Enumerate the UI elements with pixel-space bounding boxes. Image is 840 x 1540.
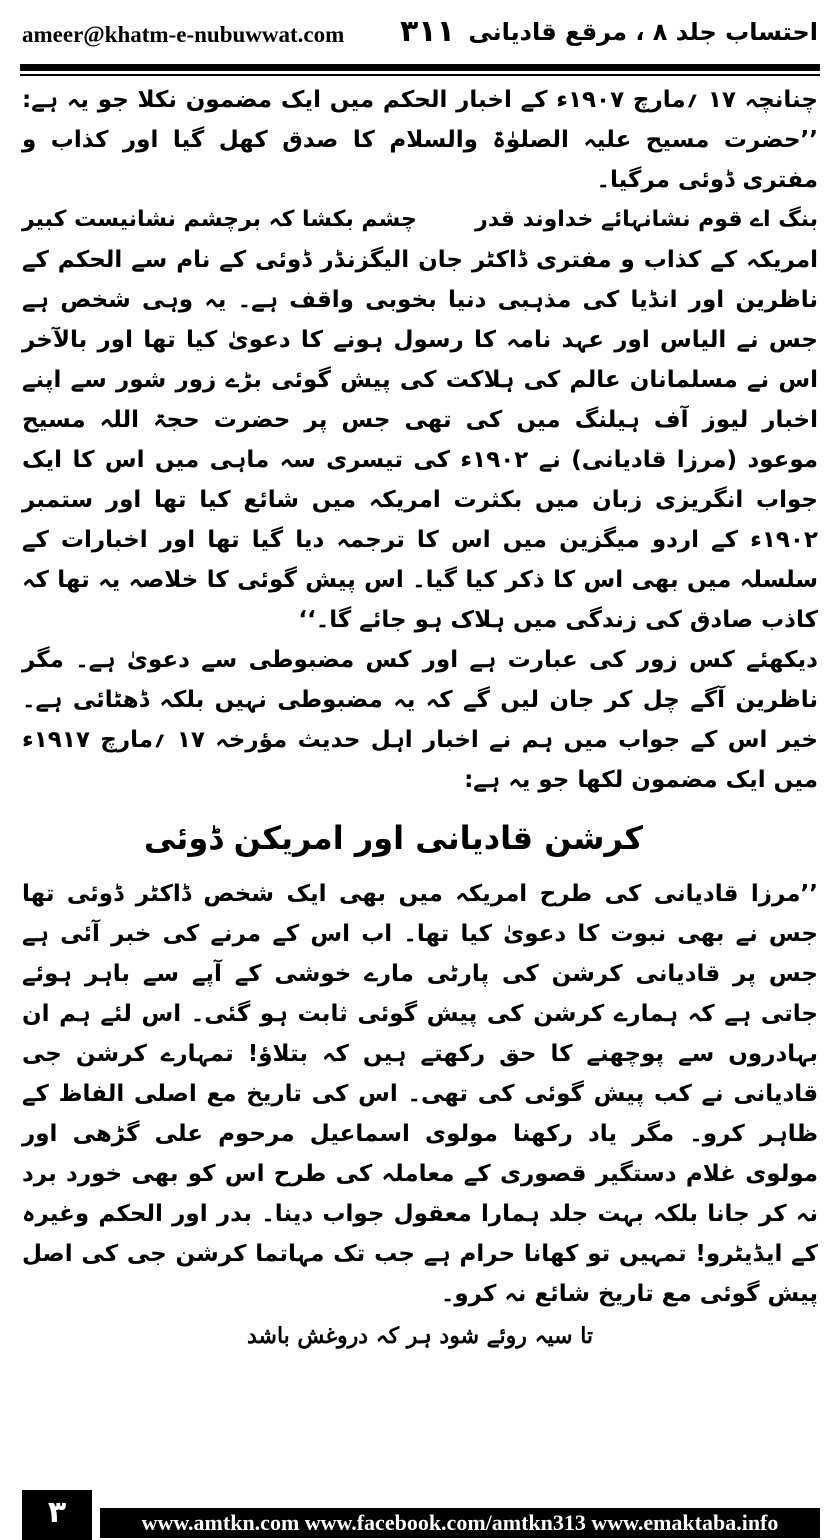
paragraph-2: امریکہ کے کذاب و مفتری ڈاکٹر جان الیگزنڈر ڈوئی کے نام سے الحکم کے ناظرین اور انڈیا کی مذہبی دنیا بخوبی واقف ہے۔ یہ وہی شخص ہے جس نے الیاس اور عہد نامہ کا رسول ہونے کا دعویٰ کیا تھا اور بالآخر اس نے مسلمانان عالم کی ہلاکت کی پیش گوئی بڑے زور شور سے اپنے اخبار لیوز آف ہیلنگ میں کی تھی جس پر حضرت حجۃ اللہ مسیح موعود (مرزا قادیانی) نے ۱۹۰۲ء کی تیسری سہ ماہی میں اس کا ایک جواب انگریزی زبان میں بکثرت امریکہ میں شائع کیا تھا اور ستمبر ۱۹۰۲ء کے اردو میگزین میں اس کا ترجمہ دیا گیا تھا اور اخبارات کے سلسلہ میں بھی اس کا ذکر کیا گیا۔ اس پیش گوئی کا خلاصہ یہ تھا کہ کاذب صادق کی زندگی میں ہلاک ہو جائے گا۔‘‘	[22, 247, 818, 633]
section-heading: کرشن قادیانی اور امریکن ڈوئی	[143, 819, 643, 857]
paragraph-3: دیکھئے کس زور کی عبارت ہے اور کس مضبوطی سے دعویٰ ہے۔ مگر ناظرین آگے چل کر جان لیں گے کہ یہ مضبوطی نہیں بلکہ ڈھٹائی ہے۔ خیر اس کے جواب میں ہم نے اخبار اہل حدیث مؤرخہ ۱۷ ؍مارچ ۱۹۱۷ء میں ایک مضمون لکھا جو یہ ہے:	[22, 647, 819, 793]
closing-verse: تا سیہ روئے شود ہر کہ دروغش باشد	[246, 1323, 594, 1349]
series-title: احتساب جلد ۸ ، مرقع قادیانی	[468, 18, 818, 46]
page-footer	[0, 1490, 840, 1540]
header-rule-thick	[20, 64, 820, 71]
footer-page-number: ۳	[22, 1490, 92, 1540]
verse-1-first-half: بنگ اے قوم نشانہائے خداوند قدر	[475, 207, 818, 232]
body-text	[22, 80, 818, 1460]
page-header	[0, 0, 840, 62]
paragraph-4: ’’مرزا قادیانی کی طرح امریکہ میں بھی ایک شخص ڈاکٹر ڈوئی تھا جس نے بھی نبوت کا دعویٰ کیا تھا۔ اب اس کے مرنے کی خبر آئی ہے جس پر قادیانی کرشن کی پارٹی مارے خوشی کے آپے سے باہر ہوئے جاتی ہے کہ ہمارے کرشن کی پیش گوئی ثابت ہو گئی۔ اس لئے ہم ان بہادروں سے پوچھنے کا حق رکھتے ہیں کہ بتلاؤ! تمہارے کرشن جی قادیانی نے کب پیش گوئی کی تھی۔ اس کی تاریخ مع اصلی الفاظ کے ظاہر کرو۔ مگر یاد رکھنا مولوی اسماعیل مرحوم علی گڑھی اور مولوی غلام دستگیر قصوری کے معاملہ کی طرح اس کو بھی خورد برد نہ کر جانا بلکہ بہت جلد ہمارا معقول جواب دینا۔ بدر اور الحکم وغیرہ کے ایڈیٹرو! تمہیں تو کھانا حرام ہے جب تک مہاتما کرشن جی کی اصل پیش گوئی مع تاریخ شائع نہ کرو۔	[22, 881, 818, 1307]
header-email: ameer@khatm-e-nubuwwat.com	[22, 22, 345, 47]
verse-1-second-half: چشم بکشا کہ برچشم نشانیست کبیر	[22, 207, 417, 232]
paragraph-1: چنانچہ ۱۷ ؍مارچ ۱۹۰۷ء کے اخبار الحکم میں ایک مضمون نکلا جو یہ ہے: ’’حضرت مسیح علیہ الصلوٰۃ والسلام کا صدق کھل گیا اور کذاب و مفتری ڈوئی مرگیا۔	[22, 87, 818, 193]
persian-verse-1	[22, 200, 818, 240]
header-rule-thin	[20, 74, 820, 76]
footer-links: www.amtkn.com www.facebook.com/amtkn313 www.emaktaba.info	[100, 1508, 820, 1538]
page-number: ۳۱۱	[400, 14, 455, 49]
